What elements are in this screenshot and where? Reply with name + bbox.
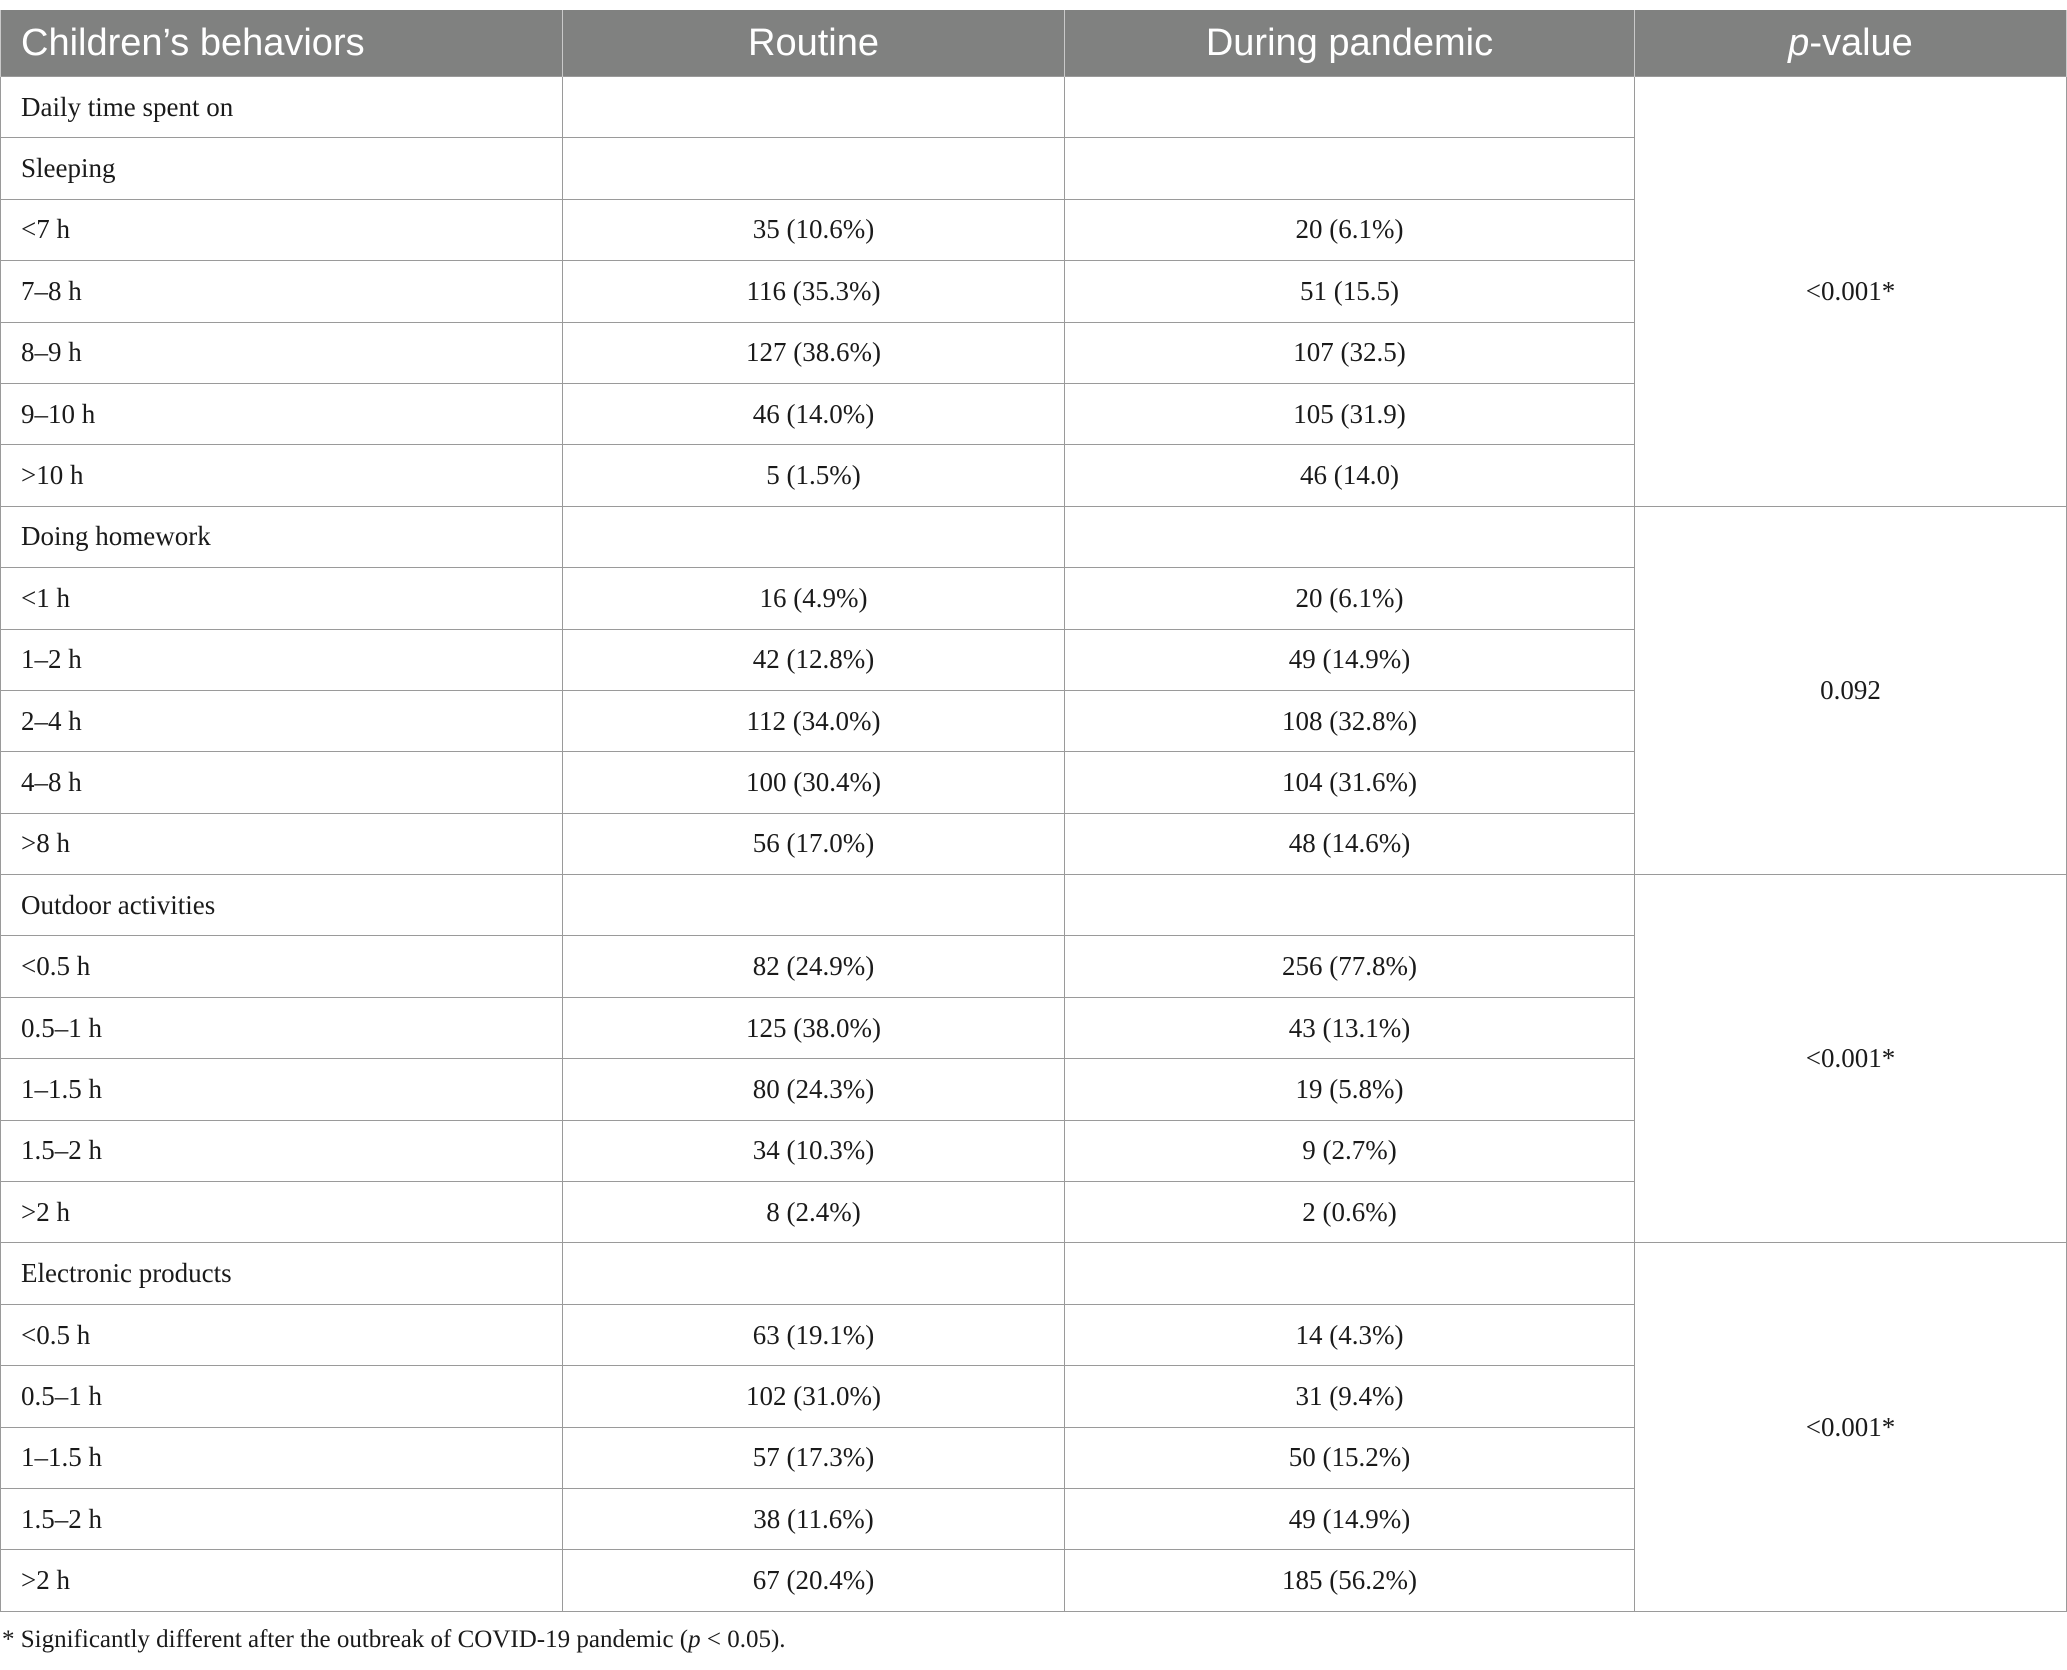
header-row (1, 10, 2067, 77)
cell-label: 2–4 h (1, 690, 563, 751)
cell-routine: 80 (24.3%) (563, 1059, 1065, 1120)
group-title: Electronic products (1, 1243, 563, 1304)
cell-label: <0.5 h (1, 1304, 563, 1365)
cell-pandemic: 43 (13.1%) (1065, 997, 1635, 1058)
cell-pandemic: 48 (14.6%) (1065, 813, 1635, 874)
cell-routine: 5 (1.5%) (563, 445, 1065, 506)
cell-pandemic: 20 (6.1%) (1065, 568, 1635, 629)
group-title: Doing homework (1, 506, 563, 567)
cell-pandemic: 107 (32.5) (1065, 322, 1635, 383)
cell-label: 1.5–2 h (1, 1120, 563, 1181)
cell-pandemic: 19 (5.8%) (1065, 1059, 1635, 1120)
cell-label: 9–10 h (1, 383, 563, 444)
cell-routine: 42 (12.8%) (563, 629, 1065, 690)
cell-label: <1 h (1, 568, 563, 629)
header-routine: Routine (563, 10, 1065, 77)
cell-routine: 57 (17.3%) (563, 1427, 1065, 1488)
cell-pandemic: 14 (4.3%) (1065, 1304, 1635, 1365)
table-body (1, 77, 2067, 1612)
cell-label: 8–9 h (1, 322, 563, 383)
cell-pandemic: 49 (14.9%) (1065, 1488, 1635, 1549)
group-title-routine-cell (563, 506, 1065, 567)
group-title-pandemic-cell (1065, 138, 1635, 199)
table-footnote (2, 1626, 786, 1654)
cell-pandemic: 9 (2.7%) (1065, 1120, 1635, 1181)
group-title-row (1, 1243, 2067, 1304)
footnote-text-before: * Significantly different after the outbreak of COVID-19 pandemic ( (2, 1626, 689, 1653)
cell-routine: 38 (11.6%) (563, 1488, 1065, 1549)
group-p-value: <0.001* (1635, 875, 2067, 1243)
cell-label: <7 h (1, 199, 563, 260)
cell-label: >2 h (1, 1550, 563, 1611)
cell-routine: 35 (10.6%) (563, 199, 1065, 260)
group-title-row (1, 506, 2067, 567)
cell-label: 1–1.5 h (1, 1059, 563, 1120)
cell-routine: 56 (17.0%) (563, 813, 1065, 874)
cell-pandemic: 50 (15.2%) (1065, 1427, 1635, 1488)
cell-routine: 127 (38.6%) (563, 322, 1065, 383)
cell-pandemic: 20 (6.1%) (1065, 199, 1635, 260)
cell-routine: 46 (14.0%) (563, 383, 1065, 444)
cell-label: 7–8 h (1, 261, 563, 322)
group-p-value: <0.001* (1635, 77, 2067, 507)
cell-routine: 34 (10.3%) (563, 1120, 1065, 1181)
group-title-routine-cell (563, 1243, 1065, 1304)
group-title-routine-cell (563, 875, 1065, 936)
header-p-letter: p (1788, 21, 1810, 64)
cell-pandemic: 51 (15.5) (1065, 261, 1635, 322)
cell-pandemic: 49 (14.9%) (1065, 629, 1635, 690)
intro-routine-cell (563, 77, 1065, 138)
cell-label: 0.5–1 h (1, 997, 563, 1058)
cell-pandemic: 2 (0.6%) (1065, 1182, 1635, 1243)
cell-label: >8 h (1, 813, 563, 874)
cell-label: 4–8 h (1, 752, 563, 813)
cell-pandemic: 185 (56.2%) (1065, 1550, 1635, 1611)
table-header (1, 10, 2067, 77)
group-title: Outdoor activities (1, 875, 563, 936)
cell-pandemic: 105 (31.9) (1065, 383, 1635, 444)
cell-pandemic: 256 (77.8%) (1065, 936, 1635, 997)
intro-pandemic-cell (1065, 77, 1635, 138)
cell-pandemic: 108 (32.8%) (1065, 690, 1635, 751)
group-title-pandemic-cell (1065, 875, 1635, 936)
footnote-text-after: < 0.05). (700, 1626, 786, 1653)
cell-routine: 102 (31.0%) (563, 1366, 1065, 1427)
behaviors-table-container (0, 10, 2066, 1612)
cell-routine: 82 (24.9%) (563, 936, 1065, 997)
cell-routine: 116 (35.3%) (563, 261, 1065, 322)
cell-label: 1–1.5 h (1, 1427, 563, 1488)
cell-routine: 8 (2.4%) (563, 1182, 1065, 1243)
cell-routine: 112 (34.0%) (563, 690, 1065, 751)
cell-label: >10 h (1, 445, 563, 506)
cell-routine: 63 (19.1%) (563, 1304, 1065, 1365)
cell-routine: 16 (4.9%) (563, 568, 1065, 629)
group-title-pandemic-cell (1065, 1243, 1635, 1304)
group-title: Sleeping (1, 138, 563, 199)
cell-label: 0.5–1 h (1, 1366, 563, 1427)
behaviors-table (0, 10, 2067, 1612)
cell-label: <0.5 h (1, 936, 563, 997)
header-p-value (1635, 10, 2067, 77)
footnote-p-letter: p (688, 1626, 701, 1653)
cell-routine: 67 (20.4%) (563, 1550, 1065, 1611)
group-title-row (1, 875, 2067, 936)
cell-label: 1.5–2 h (1, 1488, 563, 1549)
group-p-value: <0.001* (1635, 1243, 2067, 1611)
intro-row (1, 77, 2067, 138)
cell-label: 1–2 h (1, 629, 563, 690)
cell-pandemic: 46 (14.0) (1065, 445, 1635, 506)
cell-routine: 125 (38.0%) (563, 997, 1065, 1058)
header-p-suffix: -value (1809, 21, 1913, 64)
cell-pandemic: 104 (31.6%) (1065, 752, 1635, 813)
cell-pandemic: 31 (9.4%) (1065, 1366, 1635, 1427)
intro-label: Daily time spent on (1, 77, 563, 138)
group-title-routine-cell (563, 138, 1065, 199)
group-p-value: 0.092 (1635, 506, 2067, 874)
cell-routine: 100 (30.4%) (563, 752, 1065, 813)
group-title-pandemic-cell (1065, 506, 1635, 567)
cell-label: >2 h (1, 1182, 563, 1243)
header-pandemic: During pandemic (1065, 10, 1635, 77)
header-behaviors: Children’s behaviors (1, 10, 563, 77)
